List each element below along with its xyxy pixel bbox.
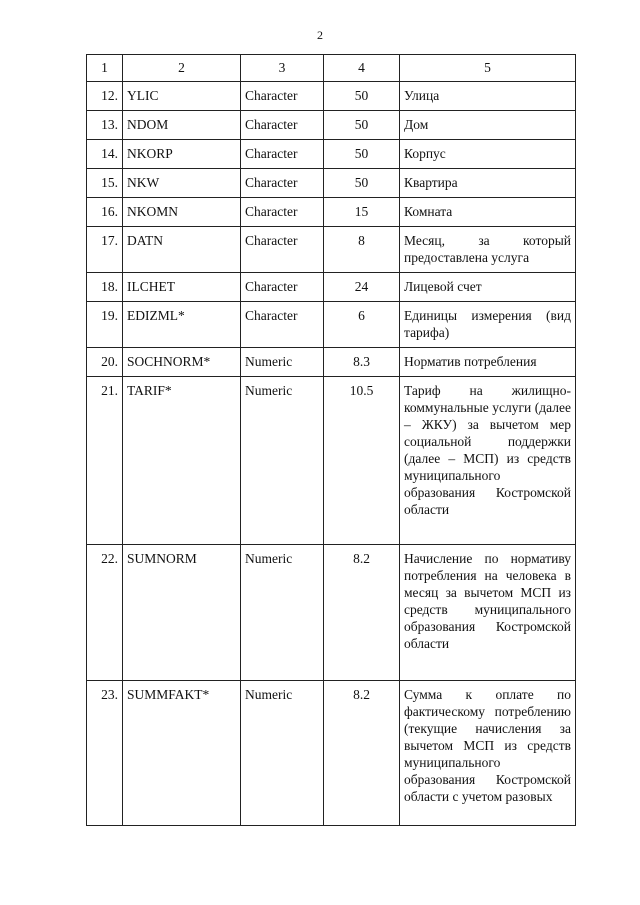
field-type: Character xyxy=(241,111,324,140)
field-description: Корпус xyxy=(400,140,576,169)
table-row xyxy=(87,227,576,273)
fields-table xyxy=(86,54,576,826)
table-header-row xyxy=(87,55,576,82)
field-type: Character xyxy=(241,82,324,111)
field-name: SUMMFAKT* xyxy=(123,681,241,826)
header-cell-4: 4 xyxy=(324,55,400,82)
field-type: Character xyxy=(241,227,324,273)
field-length: 24 xyxy=(324,273,400,302)
field-description: Улица xyxy=(400,82,576,111)
row-number: 17. xyxy=(87,227,123,273)
field-type: Character xyxy=(241,302,324,348)
row-number: 13. xyxy=(87,111,123,140)
field-length: 8.3 xyxy=(324,348,400,377)
field-description: Единицы измерения (вид тарифа) xyxy=(400,302,576,348)
field-type: Character xyxy=(241,169,324,198)
field-name: SOCHNORM* xyxy=(123,348,241,377)
table-row xyxy=(87,681,576,826)
field-length: 6 xyxy=(324,302,400,348)
table-row xyxy=(87,140,576,169)
row-number: 12. xyxy=(87,82,123,111)
field-name: YLIC xyxy=(123,82,241,111)
field-name: NKOMN xyxy=(123,198,241,227)
header-cell-2: 2 xyxy=(123,55,241,82)
field-type: Numeric xyxy=(241,545,324,681)
field-name: SUMNORM xyxy=(123,545,241,681)
field-length: 8.2 xyxy=(324,681,400,826)
field-length: 8 xyxy=(324,227,400,273)
table-row xyxy=(87,111,576,140)
field-length: 50 xyxy=(324,169,400,198)
row-number: 15. xyxy=(87,169,123,198)
field-type: Numeric xyxy=(241,377,324,545)
field-type: Character xyxy=(241,140,324,169)
table-row xyxy=(87,545,576,681)
row-number: 20. xyxy=(87,348,123,377)
field-name: EDIZML* xyxy=(123,302,241,348)
row-number: 16. xyxy=(87,198,123,227)
row-number: 18. xyxy=(87,273,123,302)
header-cell-3: 3 xyxy=(241,55,324,82)
field-description: Тариф на жилищно-коммунальные услуги (далее – ЖКУ) за вычетом мер социальной поддержки (далее – МСП) из средств муниципального образования Костромской области xyxy=(400,377,576,545)
field-type: Character xyxy=(241,273,324,302)
table-row xyxy=(87,198,576,227)
row-number: 21. xyxy=(87,377,123,545)
field-name: ILCHET xyxy=(123,273,241,302)
field-description: Месяц, за который предоставлена услуга xyxy=(400,227,576,273)
field-description: Лицевой счет xyxy=(400,273,576,302)
field-description: Норматив потребления xyxy=(400,348,576,377)
table-row xyxy=(87,169,576,198)
field-length: 15 xyxy=(324,198,400,227)
table-row xyxy=(87,82,576,111)
field-name: NKORP xyxy=(123,140,241,169)
field-description: Сумма к оплате по фактическому потреблению (текущие начисления за вычетом МСП из средств муниципального образования Костромской области с учетом разовых xyxy=(400,681,576,826)
field-name: DATN xyxy=(123,227,241,273)
field-description: Дом xyxy=(400,111,576,140)
field-name: NDOM xyxy=(123,111,241,140)
field-description: Комната xyxy=(400,198,576,227)
table-row xyxy=(87,302,576,348)
field-length: 50 xyxy=(324,140,400,169)
row-number: 19. xyxy=(87,302,123,348)
field-type: Numeric xyxy=(241,681,324,826)
field-name: TARIF* xyxy=(123,377,241,545)
header-cell-1: 1 xyxy=(87,55,123,82)
field-type: Numeric xyxy=(241,348,324,377)
row-number: 22. xyxy=(87,545,123,681)
table-row xyxy=(87,348,576,377)
table-row xyxy=(87,377,576,545)
page-number: 2 xyxy=(317,28,323,42)
field-length: 50 xyxy=(324,82,400,111)
row-number: 23. xyxy=(87,681,123,826)
row-number: 14. xyxy=(87,140,123,169)
field-type: Character xyxy=(241,198,324,227)
field-length: 10.5 xyxy=(324,377,400,545)
field-length: 8.2 xyxy=(324,545,400,681)
field-description: Начисление по нормативу потребления на человека в месяц за вычетом МСП из средств муниципального образования Костромской области xyxy=(400,545,576,681)
field-name: NKW xyxy=(123,169,241,198)
header-cell-5: 5 xyxy=(400,55,576,82)
table-row xyxy=(87,273,576,302)
field-description: Квартира xyxy=(400,169,576,198)
field-length: 50 xyxy=(324,111,400,140)
